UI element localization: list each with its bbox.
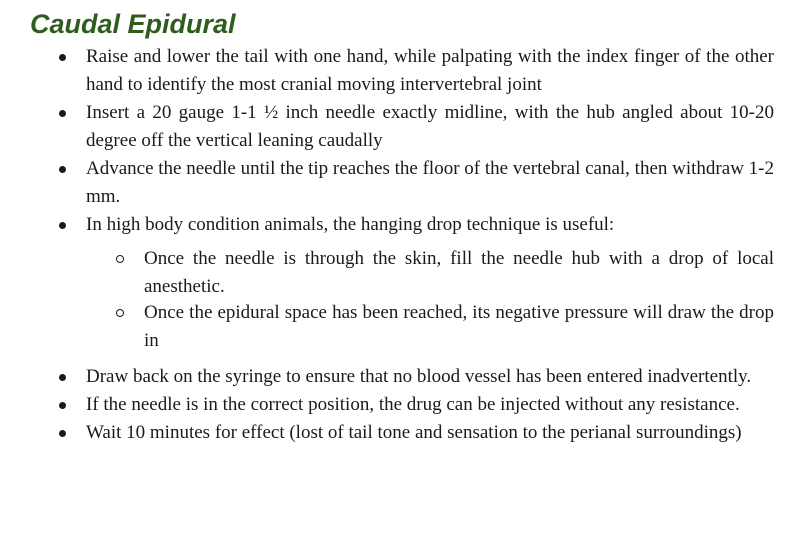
- hollow-bullet-icon: [116, 255, 124, 263]
- sub-bullet-list: [0, 245, 806, 355]
- list-item-text: In high body condition animals, the hanging drop technique is useful:: [86, 214, 615, 235]
- list-item-text: Wait 10 minutes for effect (lost of tail tone and sensation to the perianal surroundings): [86, 422, 742, 443]
- list-item: [0, 99, 806, 155]
- bullet-icon: [59, 110, 66, 117]
- bullet-icon: [59, 430, 66, 437]
- bullet-list: [0, 43, 806, 447]
- list-item: [0, 391, 806, 419]
- bullet-icon: [59, 166, 66, 173]
- sub-list-container: [0, 245, 806, 355]
- bullet-icon: [59, 374, 66, 381]
- list-item: [0, 419, 806, 447]
- sub-list-item: [0, 245, 806, 301]
- sub-list-item: [0, 299, 806, 355]
- sub-list-item-text: Once the needle is through the skin, fill the needle hub with a drop of local anesthetic.: [144, 248, 774, 297]
- sub-list-item-text: Once the epidural space has been reached, its negative pressure will draw the drop in: [144, 302, 774, 351]
- bullet-icon: [59, 54, 66, 61]
- page-title: Caudal Epidural: [30, 9, 236, 39]
- bullet-icon: [59, 222, 66, 229]
- list-item: [0, 43, 806, 99]
- list-item: [0, 211, 806, 239]
- list-item: [0, 363, 806, 391]
- bullet-icon: [59, 402, 66, 409]
- list-item-text: Insert a 20 gauge 1-1 ½ inch needle exactly midline, with the hub angled about 10-20 degree off the vertical leaning caudally: [86, 102, 774, 151]
- list-item-text: Raise and lower the tail with one hand, while palpating with the index finger of the other hand to identify the most cranial moving intervertebral joint: [86, 46, 774, 95]
- list-item-text: If the needle is in the correct position, the drug can be injected without any resistance.: [86, 394, 740, 415]
- list-item-text: Draw back on the syringe to ensure that no blood vessel has been entered inadvertently.: [86, 366, 752, 387]
- list-item: [0, 155, 806, 211]
- hollow-bullet-icon: [116, 309, 124, 317]
- list-item-text: Advance the needle until the tip reaches the floor of the vertebral canal, then withdraw 1-2 mm.: [86, 158, 774, 207]
